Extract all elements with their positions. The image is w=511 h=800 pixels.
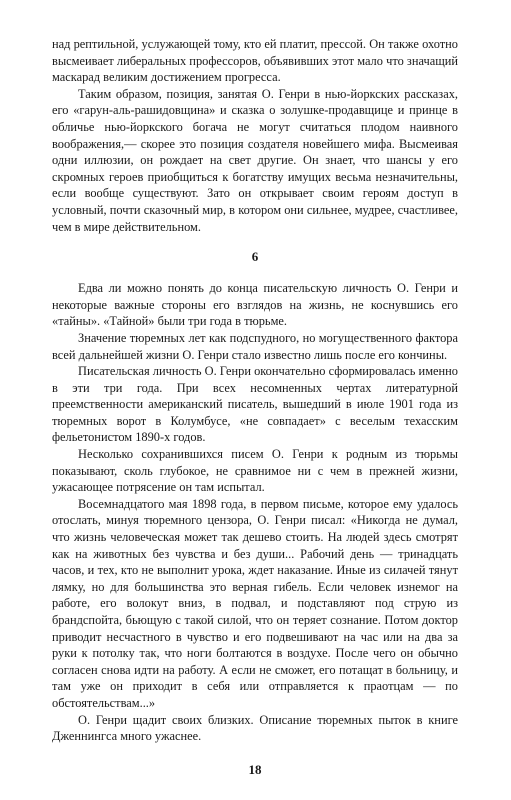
paragraph: Несколько сохранившихся писем О. Генри к родным из тюрьмы показывают, сколь глубокое, не сравнимое ни с чем в прежней жизни, ужасающее потрясение он там испытал. xyxy=(52,447,458,495)
paragraph: Едва ли можно понять до конца писательскую личность О. Генри и некоторые важные стороны его взглядов на жизнь, не коснувшись его «тайны». «Тайной» были три года в тюрьме. xyxy=(52,281,458,329)
page-number: 18 xyxy=(248,762,262,777)
section-number: 6 xyxy=(251,249,259,265)
paragraph: Восемнадцатого мая 1898 года, в первом письме, которое ему удалось отослать, минуя тюремного цензора, О. Генри писал: «Никогда не думал, что жизнь человеческая может так дешево стоить. На людей здесь смотрят как на животных без чувства и без души... Рабочий день — тринадцать часов, и тех, кто не выполнит урока, ждет наказание. Иные из силачей тянут лямку, но для большинства это верная гибель. Если человек изнемог на работе, его волокут вниз, в подвал, и подставляют под струю из брандспойта, бьющую с такой силой, что он теряет сознание. Потом доктор приводит несчастного в чувство и его подвешивают на час или на два за руки к потолку так, что ноги болтаются в воздухе. После чего он обычно согласен снова идти на работу. А если не сможет, его потащат в больницу, и там уже он приходит в себя или отправляется к праотцам — по обстоятельствам...» xyxy=(52,496,458,710)
paragraph: Таким образом, позиция, занятая О. Генри в нью-йоркских рассказах, его «гарун-аль-рашидовщина» и сказка о золушке-продавщице и принце в обличье нью-йоркского богача не могут считаться плодом наивного воображения,— скорее это позиция создателя новейшего мифа. Высмеивая одни иллюзии, он рождает на свет другие. Он знает, что шансы у его скромных героев приобщиться к богатству имущих весьма незначительны, если вообще существуют. Зато он открывает своим героям доступ в условный, почти сказочный мир, в котором они сильнее, мудрее, счастливее, чем в мире действительном. xyxy=(52,86,458,234)
paragraph: О. Генри щадит своих близких. Описание тюремных пыток в книге Дженнингса много ужаснее. xyxy=(52,712,458,744)
paragraph: над рептильной, услужающей тому, кто ей платит, прессой. Он также охотно высмеивает либеральных профессоров, объявивших этот мало что значащий маскарад великим достижением прогресса. xyxy=(52,37,458,85)
book-page xyxy=(52,36,458,776)
paragraph: Значение тюремных лет как подспудного, но могущественного фактора всей дальнейшей жизни О. Генри стало известно лишь после его кончины. xyxy=(52,330,458,362)
paragraph: Писательская личность О. Генри окончательно сформировалась именно в эти три года. При всех несомненных чертах литературной преемственности американский писатель, вышедший в июле 1901 года из тюремных ворот в Колумбусе, «не совпадает» с веселым техасским фельетонистом 1890-х годов. xyxy=(52,364,458,445)
